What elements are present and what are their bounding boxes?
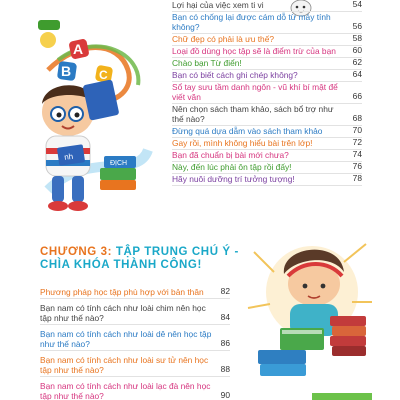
toc-entry-page: 74 xyxy=(352,149,362,159)
toc-entry xyxy=(40,287,230,299)
toc-entry-title: Bạn có biết cách ghi chép không? xyxy=(172,70,298,80)
toc-entry-page: 62 xyxy=(352,57,362,67)
toc-entry-page: 76 xyxy=(352,161,362,171)
toc-entry xyxy=(172,126,362,138)
toc-entry-title: Đừng quá dựa dẫm vào sách tham khảo xyxy=(172,126,323,136)
toc-entry xyxy=(40,381,230,400)
chapter-label: CHƯƠNG 3: xyxy=(40,246,113,258)
toc-entry-page: 78 xyxy=(352,173,362,183)
toc-entry-title: Loại đồ dùng học tập sẽ là điểm trừ của bạn xyxy=(172,46,336,56)
toc-entry-title: Này, đến lúc phải ôn tập rồi đấy! xyxy=(172,162,292,172)
toc-entry xyxy=(172,34,362,46)
toc-entry-title: Nên chọn sách tham khảo, sách bổ trợ như thế nào? xyxy=(172,104,334,124)
chapter-title-line2: CHÌA KHÓA THÀNH CÔNG! xyxy=(40,259,202,271)
toc-entry-page: 86 xyxy=(220,338,230,348)
toc-entry-page: 56 xyxy=(352,21,362,31)
toc-entry-title: Sổ tay sưu tầm danh ngôn - vũ khí bí mật để viết văn xyxy=(172,82,338,102)
toc-entry-page: 54 xyxy=(352,0,362,9)
book-label-right: ĐỊCH xyxy=(110,160,128,167)
corner-accent xyxy=(312,393,372,400)
toc-entry-title: Phương pháp học tập phù hợp với bản thân xyxy=(40,287,204,297)
toc-entry xyxy=(172,104,362,126)
boy-studying-illustration xyxy=(234,232,374,400)
boy-reading-illustration xyxy=(8,0,178,240)
toc-entry xyxy=(172,150,362,162)
toc-entry xyxy=(172,174,362,186)
toc-entry xyxy=(172,70,362,82)
toc-entry-title: Bạn có chống lại được cám dỗ từ máy tính không? xyxy=(172,12,331,32)
book-label-left: nh xyxy=(63,151,74,162)
toc-entry-title: Hãy nuôi dưỡng trí tưởng tượng! xyxy=(172,174,295,184)
letter-a: A xyxy=(73,41,84,57)
letter-c: C xyxy=(99,68,108,82)
toc-entry xyxy=(172,12,362,34)
toc-entry xyxy=(40,329,230,351)
toc-entry xyxy=(172,162,362,174)
toc-entry-page: 72 xyxy=(352,137,362,147)
toc-entry xyxy=(40,303,230,325)
toc-entry-page: 82 xyxy=(220,286,230,296)
toc-entry xyxy=(40,355,230,377)
toc-entry-title: Bạn nam có tính cách như loài sư tử nên học tập như thế nào? xyxy=(40,355,209,375)
chapter-title-line1: TẬP TRUNG CHÚ Ý - xyxy=(115,246,239,258)
toc-entry xyxy=(172,0,362,12)
toc-top-list xyxy=(172,0,362,186)
toc-entry-page: 70 xyxy=(352,125,362,135)
toc-entry-page: 60 xyxy=(352,45,362,55)
toc-entry xyxy=(172,58,362,70)
toc-entry xyxy=(172,46,362,58)
toc-entry-page: 84 xyxy=(220,312,230,322)
toc-entry-title: Bạn nam có tính cách như loài chim nên học tập như thế nào? xyxy=(40,303,206,323)
toc-bottom-list xyxy=(40,287,230,400)
toc-entry-title: Bạn đã chuẩn bị bài mới chưa? xyxy=(172,150,289,160)
toc-entry-page: 66 xyxy=(352,91,362,101)
toc-entry-page: 64 xyxy=(352,69,362,79)
toc-entry-title: Gay rồi, mình không hiểu bài trên lớp! xyxy=(172,138,313,148)
letter-b: B xyxy=(61,63,72,79)
toc-entry-page: 58 xyxy=(352,33,362,43)
toc-entry-title: Bạn nam có tính cách như loài dê nên học tập như thế nào? xyxy=(40,329,212,349)
toc-entry-page: 68 xyxy=(352,113,362,123)
toc-entry-title: Bạn nam có tính cách như loài lạc đà nên học tập như thế nào? xyxy=(40,381,211,400)
toc-entry-title: Lợi hại của việc xem ti vi xyxy=(172,0,264,10)
toc-entry xyxy=(172,138,362,150)
toc-entry-title: Chữ đẹp có phải là ưu thế? xyxy=(172,34,275,44)
toc-entry-page: 90 xyxy=(220,390,230,400)
toc-entry-title: Chào bạn Từ điển! xyxy=(172,58,242,68)
toc-entry-page: 88 xyxy=(220,364,230,374)
toc-entry xyxy=(172,82,362,104)
